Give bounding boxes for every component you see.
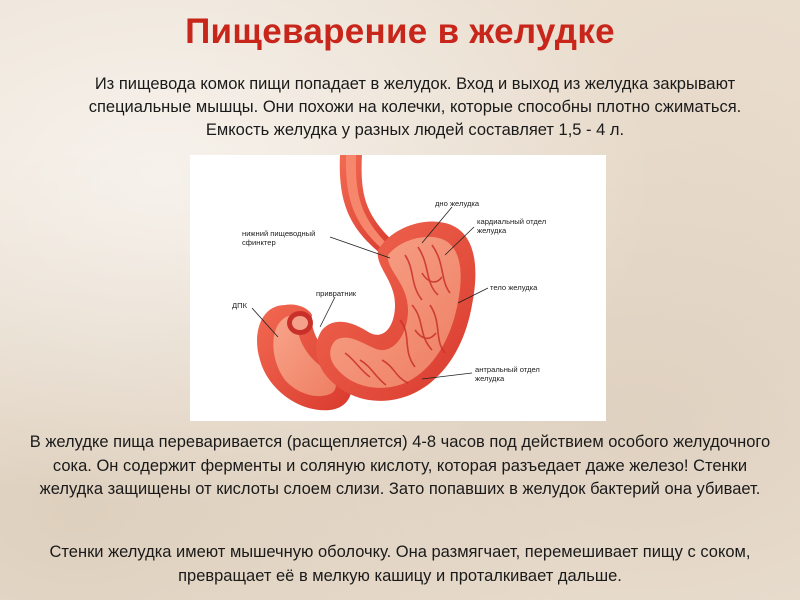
label-pylorus: привратник — [316, 289, 357, 298]
muscle-paragraph: Стенки желудка имеют мышечную оболочку. Она размягчает, перемешивает пищу с соком, превращает её в мелкую кашицу и проталкивает дальше. — [49, 543, 751, 585]
label-body: тело желудка — [490, 283, 538, 292]
digestion-paragraph: В желудке пища переваривается (расщепляется) 4-8 часов под действием особого желудочного сока. Он содержит ферменты и соляную кислоту, которая разъедает даже железо! Стенки желудка защищены от кислоты слоем слизи. Зато попавших в желудок бактерий она убивает. — [29, 433, 771, 498]
stomach-illustration — [190, 155, 606, 421]
intro-paragraph: Из пищевода комок пищи попадает в желудок. Вход и выход из желудка закрывают специальные мышцы. Они похожи на колечки, которые способны плотно сжиматься. Емкость желудка у разных людей составляет 1,5 - 4 л. — [88, 75, 742, 139]
esophagus — [340, 155, 395, 253]
label-sphincter: нижний пищеводный сфинктер — [242, 229, 316, 247]
label-fundus: дно желудка — [435, 199, 480, 208]
label-antrum: антральный отдел желудка — [475, 365, 540, 383]
slide-title: Пищеварение в желудке — [185, 12, 615, 51]
stomach-diagram — [190, 155, 606, 421]
label-cardia: кардиальный отдел желудка — [477, 217, 547, 235]
label-duodenum: ДПК — [232, 301, 248, 310]
